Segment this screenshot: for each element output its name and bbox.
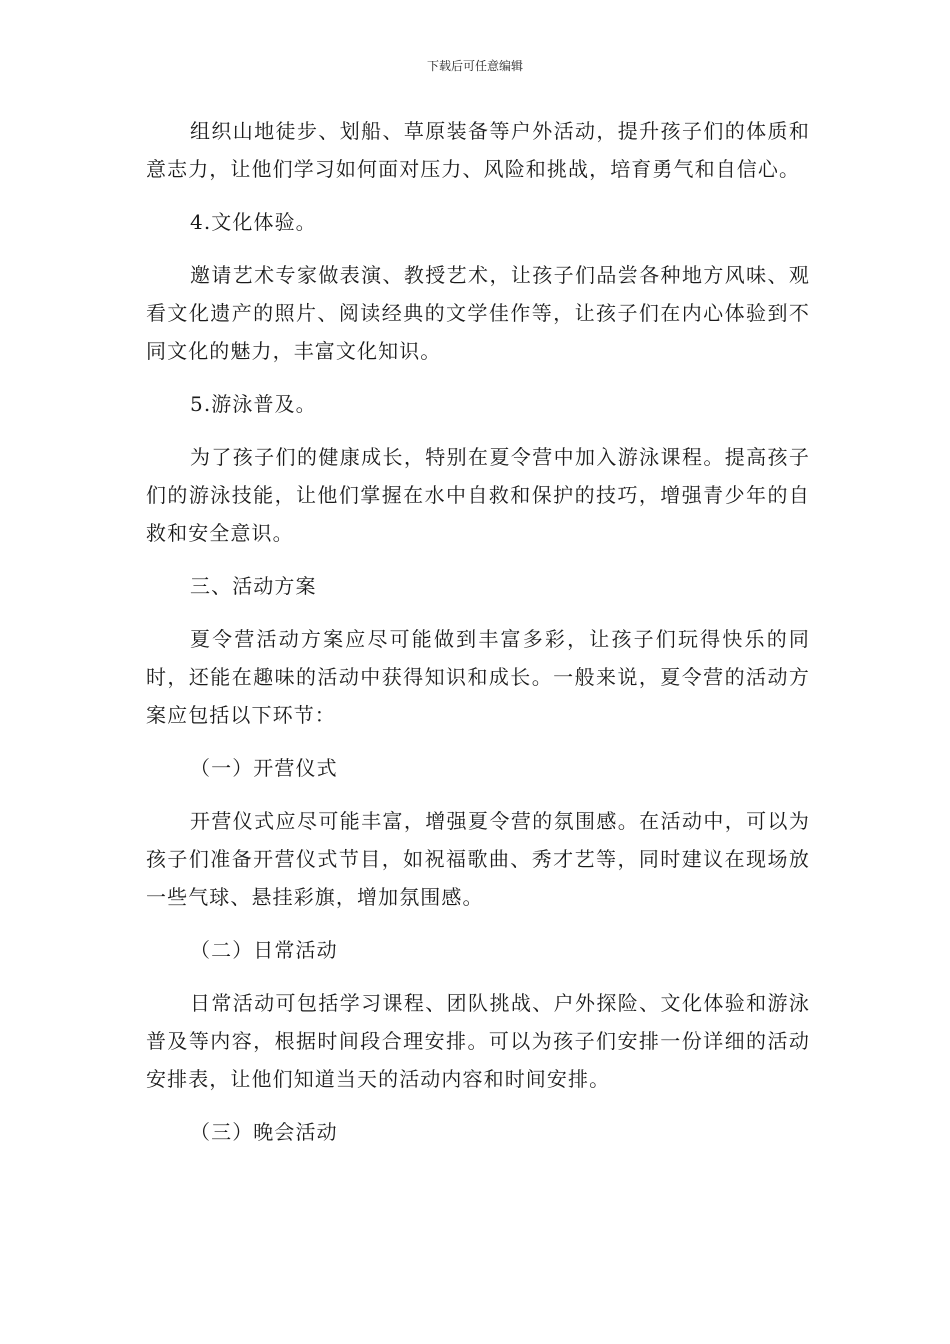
document-body bbox=[146, 112, 810, 1166]
paragraph-daily: 日常活动可包括学习课程、团队挑战、户外探险、文化体验和游泳普及等内容，根据时间段合理安排。可以为孩子们安排一份详细的活动安排表，让他们知道当天的活动内容和时间安排。 bbox=[146, 991, 810, 1091]
sub-heading-opening: （一）开营仪式 bbox=[190, 756, 338, 780]
paragraph-plan-intro: 夏令营活动方案应尽可能做到丰富多彩，让孩子们玩得快乐的同时，还能在趣味的活动中获得知识和成长。一般来说，夏令营的活动方案应包括以下环节： bbox=[146, 627, 810, 727]
paragraph-outdoor-activities: 组织山地徒步、划船、草原装备等户外活动，提升孩子们的体质和意志力，让他们学习如何面对压力、风险和挑战，培育勇气和自信心。 bbox=[146, 119, 810, 181]
paragraph-opening: 开营仪式应尽可能丰富，增强夏令营的氛围感。在活动中，可以为孩子们准备开营仪式节目，如祝福歌曲、秀才艺等，同时建议在现场放一些气球、悬挂彩旗，增加氛围感。 bbox=[146, 809, 810, 909]
paragraph-swimming: 为了孩子们的健康成长，特别在夏令营中加入游泳课程。提高孩子们的游泳技能，让他们掌握在水中自救和保护的技巧，增强青少年的自救和安全意识。 bbox=[146, 445, 810, 545]
paragraph-culture: 邀请艺术专家做表演、教授艺术，让孩子们品尝各种地方风味、观看文化遗产的照片、阅读经典的文学佳作等，让孩子们在内心体验到不同文化的魅力，丰富文化知识。 bbox=[146, 263, 810, 363]
item-heading-culture: 4.文化体验。 bbox=[190, 210, 317, 234]
sub-heading-evening: （三）晚会活动 bbox=[190, 1120, 338, 1144]
sub-heading-daily: （二）日常活动 bbox=[190, 938, 338, 962]
section-heading-plan: 三、活动方案 bbox=[190, 574, 317, 598]
page-header-note: 下载后可任意编辑 bbox=[426, 59, 523, 73]
item-heading-swimming: 5.游泳普及。 bbox=[190, 392, 317, 416]
